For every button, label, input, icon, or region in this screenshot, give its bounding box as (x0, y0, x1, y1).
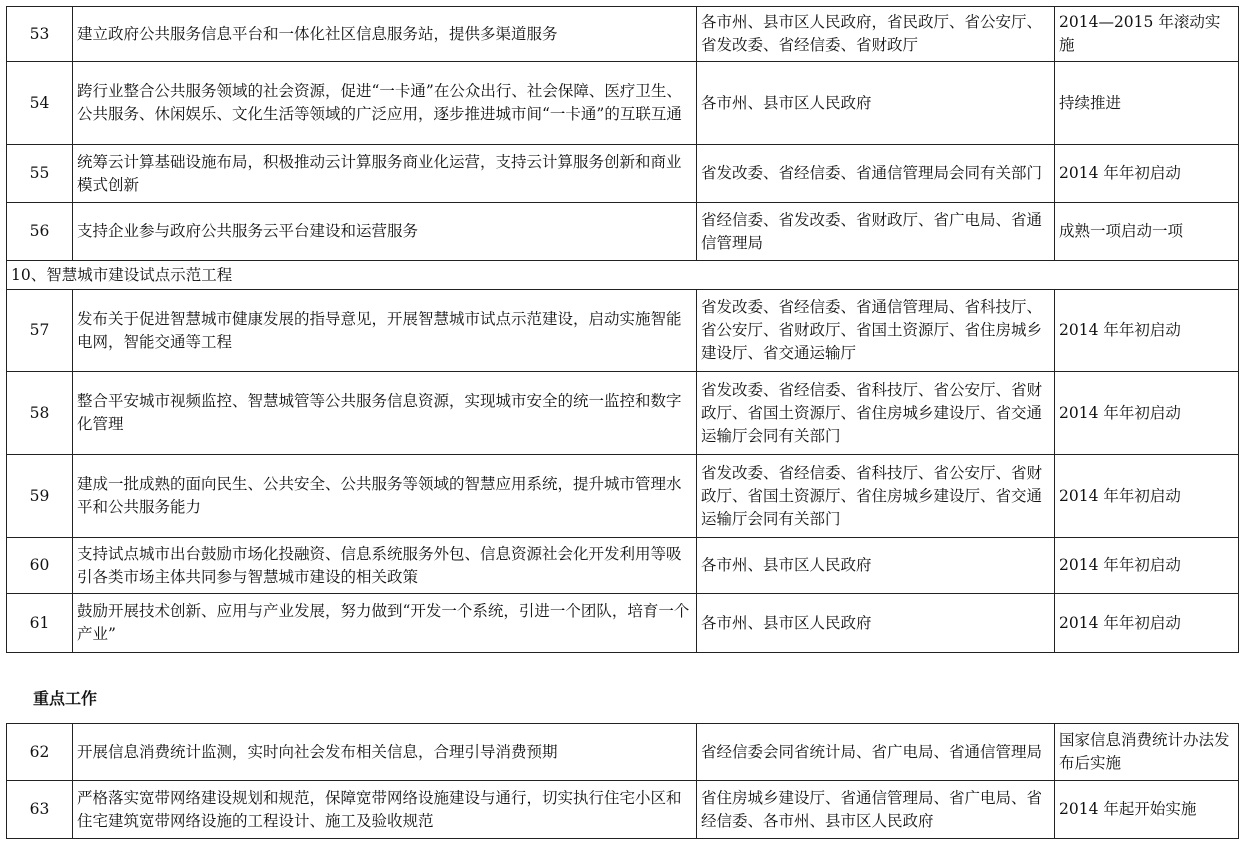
table-row (7, 594, 1239, 653)
time-cell: 2014 年年初启动 (1055, 538, 1239, 594)
task-cell: 支持试点城市出台鼓励市场化投融资、信息系统服务外包、信息资源社会化开发利用等吸引各类市场主体共同参与智慧城市建设的相关政策 (73, 538, 697, 594)
time-cell: 国家信息消费统计办法发布后实施 (1055, 724, 1239, 781)
time-cell: 2014 年年初启动 (1055, 290, 1239, 372)
row-number: 55 (7, 145, 73, 203)
table-row (7, 203, 1239, 261)
dept-cell: 省经信委会同省统计局、省广电局、省通信管理局 (697, 724, 1055, 781)
task-cell: 支持企业参与政府公共服务云平台建设和运营服务 (73, 203, 697, 261)
task-cell: 严格落实宽带网络建设规划和规范，保障宽带网络设施建设与通行，切实执行住宅小区和住宅建筑宽带网络设施的工程设计、施工及验收规范 (73, 781, 697, 839)
table-row (7, 781, 1239, 839)
section-heading: 重点工作 (33, 689, 98, 708)
task-cell: 整合平安城市视频监控、智慧城管等公共服务信息资源，实现城市安全的统一监控和数字化管理 (73, 372, 697, 455)
task-table-1 (6, 6, 1239, 653)
table-row (7, 372, 1239, 455)
dept-cell: 省经信委、省发改委、省财政厅、省广电局、省通信管理局 (697, 203, 1055, 261)
table-row (7, 145, 1239, 203)
time-cell: 2014 年年初启动 (1055, 594, 1239, 653)
dept-cell: 省发改委、省经信委、省通信管理局会同有关部门 (697, 145, 1055, 203)
row-number: 62 (7, 724, 73, 781)
time-cell: 2014 年起开始实施 (1055, 781, 1239, 839)
row-number: 58 (7, 372, 73, 455)
task-cell: 鼓励开展技术创新、应用与产业发展，努力做到“开发一个系统，引进一个团队，培育一个产业” (73, 594, 697, 653)
table-row (7, 538, 1239, 594)
task-cell: 建立政府公共服务信息平台和一体化社区信息服务站，提供多渠道服务 (73, 7, 697, 62)
task-cell: 开展信息消费统计监测，实时向社会发布相关信息，合理引导消费预期 (73, 724, 697, 781)
table-row (7, 62, 1239, 145)
table-row (7, 290, 1239, 372)
row-number: 60 (7, 538, 73, 594)
time-cell: 2014 年年初启动 (1055, 372, 1239, 455)
dept-cell: 各市州、县市区人民政府 (697, 594, 1055, 653)
time-cell: 2014 年年初启动 (1055, 455, 1239, 538)
section-title: 10、智慧城市建设试点示范工程 (7, 261, 1239, 290)
task-cell: 跨行业整合公共服务领域的社会资源，促进“一卡通”在公众出行、社会保障、医疗卫生、公共服务、休闲娱乐、文化生活等领域的广泛应用，逐步推进城市间“一卡通”的互联互通 (73, 62, 697, 145)
time-cell: 持续推进 (1055, 62, 1239, 145)
row-number: 63 (7, 781, 73, 839)
dept-cell: 各市州、县市区人民政府 (697, 538, 1055, 594)
dept-cell: 各市州、县市区人民政府，省民政厅、省公安厅、省发改委、省经信委、省财政厅 (697, 7, 1055, 62)
time-cell: 成熟一项启动一项 (1055, 203, 1239, 261)
task-table-2 (6, 723, 1239, 839)
section-row (7, 261, 1239, 290)
task-cell: 建成一批成熟的面向民生、公共安全、公共服务等领域的智慧应用系统，提升城市管理水平和公共服务能力 (73, 455, 697, 538)
row-number: 61 (7, 594, 73, 653)
task-cell: 发布关于促进智慧城市健康发展的指导意见，开展智慧城市试点示范建设，启动实施智能电网，智能交通等工程 (73, 290, 697, 372)
row-number: 57 (7, 290, 73, 372)
row-number: 54 (7, 62, 73, 145)
table-row (7, 7, 1239, 62)
dept-cell: 省发改委、省经信委、省通信管理局、省科技厅、省公安厅、省财政厅、省国土资源厅、省住房城乡建设厅、省交通运输厅 (697, 290, 1055, 372)
table-row (7, 724, 1239, 781)
dept-cell: 各市州、县市区人民政府 (697, 62, 1055, 145)
table-row (7, 455, 1239, 538)
task-cell: 统筹云计算基础设施布局，积极推动云计算服务商业化运营，支持云计算服务创新和商业模式创新 (73, 145, 697, 203)
row-number: 53 (7, 7, 73, 62)
dept-cell: 省发改委、省经信委、省科技厅、省公安厅、省财政厅、省国土资源厅、省住房城乡建设厅、省交通运输厅会同有关部门 (697, 455, 1055, 538)
row-number: 59 (7, 455, 73, 538)
dept-cell: 省住房城乡建设厅、省通信管理局、省广电局、省经信委、各市州、县市区人民政府 (697, 781, 1055, 839)
row-number: 56 (7, 203, 73, 261)
time-cell: 2014—2015 年滚动实施 (1055, 7, 1239, 62)
time-cell: 2014 年年初启动 (1055, 145, 1239, 203)
dept-cell: 省发改委、省经信委、省科技厅、省公安厅、省财政厅、省国土资源厅、省住房城乡建设厅、省交通运输厅会同有关部门 (697, 372, 1055, 455)
